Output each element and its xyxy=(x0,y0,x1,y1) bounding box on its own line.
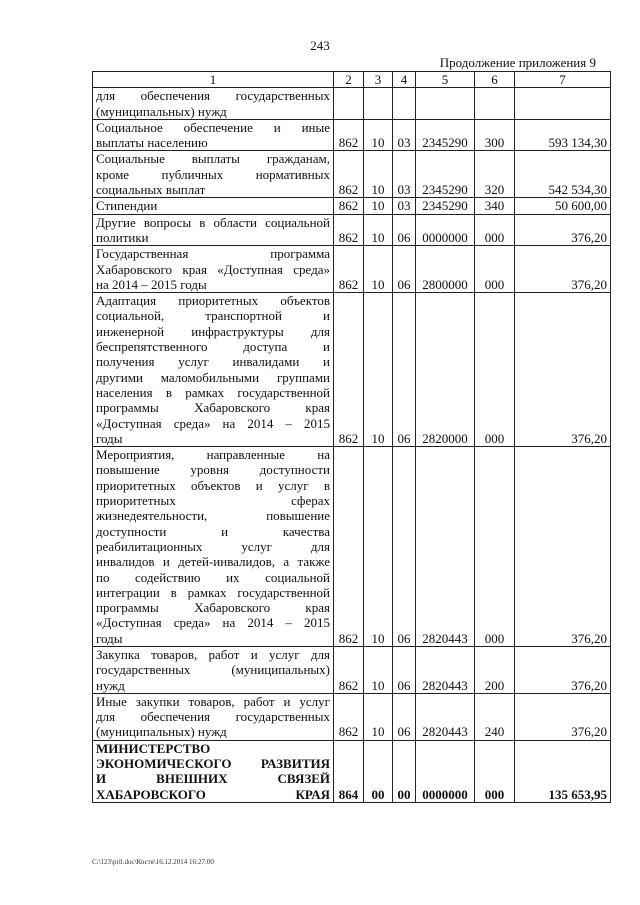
row-name-line: выплаты населению xyxy=(96,135,208,151)
expense-type-cell xyxy=(475,88,515,120)
amount-cell xyxy=(515,88,611,120)
row-name-line: программы Хабаровского края xyxy=(96,400,330,416)
section-code-cell: 00 xyxy=(364,740,393,802)
section-code-cell: 10 xyxy=(364,293,393,447)
subsection-code-cell: 03 xyxy=(393,198,416,214)
section-code-cell: 10 xyxy=(364,447,393,647)
row-name-line: годы xyxy=(96,630,123,646)
amount-cell: 376,20 xyxy=(515,246,611,293)
table-row xyxy=(93,447,611,647)
continuation-label: Продолжение приложения 9 xyxy=(439,55,596,70)
amount-cell: 376,20 xyxy=(515,693,611,740)
row-name-line: Другие вопросы в области социальной xyxy=(96,214,330,230)
expense-type-cell: 240 xyxy=(475,693,515,740)
grbs-code-cell: 862 xyxy=(334,246,364,293)
table-row xyxy=(93,693,611,740)
row-name-line: повышение уровня доступности xyxy=(96,462,330,478)
target-article-cell: 0000000 xyxy=(416,214,475,246)
amount-cell: 376,20 xyxy=(515,646,611,693)
row-name-line: по содействию их социальной xyxy=(96,569,330,585)
amount-cell: 542 534,30 xyxy=(515,151,611,198)
amount-cell: 376,20 xyxy=(515,293,611,447)
table-row xyxy=(93,88,611,120)
row-name-line: социальной, транспортной и xyxy=(96,308,330,324)
section-code-cell xyxy=(364,88,393,120)
row-name-line: программы Хабаровского края xyxy=(96,600,330,616)
file-path-footer: C:\123\pril.doc\Костя\16.12.2014 16:27:00 xyxy=(92,858,214,866)
subsection-code-cell: 06 xyxy=(393,293,416,447)
row-name-line: инвалидов и детей-инвалидов, а также xyxy=(96,554,330,570)
section-code-cell: 10 xyxy=(364,246,393,293)
header-col-6: 6 xyxy=(475,72,515,88)
row-name-cell xyxy=(93,646,334,693)
page-number: 243 xyxy=(310,38,330,53)
row-name-line: годы xyxy=(96,430,123,446)
target-article-cell: 2800000 xyxy=(416,246,475,293)
target-article-cell: 0000000 xyxy=(416,740,475,802)
header-col-7: 7 xyxy=(515,72,611,88)
expense-type-cell: 200 xyxy=(475,646,515,693)
expense-type-cell: 000 xyxy=(475,740,515,802)
table-row xyxy=(93,293,611,447)
row-name-line: (муниципальных) нужд xyxy=(96,103,227,119)
section-code-cell: 10 xyxy=(364,119,393,151)
row-name-line: социальных выплат xyxy=(96,182,206,198)
row-name-line: И ВНЕШНИХ СВЯЗЕЙ xyxy=(96,771,330,787)
row-name-line: государственных (муниципальных) xyxy=(96,662,330,678)
row-name-line: для обеспечения государственных xyxy=(96,709,330,725)
grbs-code-cell: 864 xyxy=(334,740,364,802)
table-row xyxy=(93,646,611,693)
expense-type-cell: 000 xyxy=(475,447,515,647)
expense-type-cell: 000 xyxy=(475,293,515,447)
target-article-cell: 2820443 xyxy=(416,646,475,693)
subsection-code-cell: 06 xyxy=(393,214,416,246)
row-name-line: Адаптация приоритетных объектов xyxy=(96,293,330,309)
row-name-line: населения в рамках государственной xyxy=(96,384,330,400)
table-row xyxy=(93,246,611,293)
grbs-code-cell: 862 xyxy=(334,151,364,198)
grbs-code-cell: 862 xyxy=(334,447,364,647)
target-article-cell: 2345290 xyxy=(416,198,475,214)
amount-cell: 376,20 xyxy=(515,214,611,246)
table-row xyxy=(93,119,611,151)
target-article-cell: 2345290 xyxy=(416,151,475,198)
row-name-line: интеграции в рамках государственной xyxy=(96,584,330,600)
amount-cell: 135 653,95 xyxy=(515,740,611,802)
row-name-line: жизнедеятельности, повышение xyxy=(96,508,330,524)
header-col-2: 2 xyxy=(334,72,364,88)
row-name-cell xyxy=(93,151,334,198)
header-col-3: 3 xyxy=(364,72,393,88)
row-name-line: Мероприятия, направленные на xyxy=(96,447,330,463)
row-name-line: беспрепятственного доступа и xyxy=(96,339,330,355)
header-row xyxy=(93,72,611,88)
row-name-line: нужд xyxy=(96,677,125,693)
subsection-code-cell xyxy=(393,88,416,120)
expense-type-cell: 000 xyxy=(475,214,515,246)
row-name-line: для обеспечения государственных xyxy=(96,88,330,104)
budget-table xyxy=(92,71,611,803)
grbs-code-cell: 862 xyxy=(334,693,364,740)
header-col-5: 5 xyxy=(416,72,475,88)
grbs-code-cell: 862 xyxy=(334,214,364,246)
row-name-cell xyxy=(93,214,334,246)
row-name-line: на 2014 – 2015 годы xyxy=(96,276,207,292)
expense-type-cell: 320 xyxy=(475,151,515,198)
section-code-cell: 10 xyxy=(364,151,393,198)
subsection-code-cell: 06 xyxy=(393,646,416,693)
table-row xyxy=(93,198,611,214)
row-name-line: получения услуг инвалидами и xyxy=(96,354,330,370)
expense-type-cell: 000 xyxy=(475,246,515,293)
row-name-line: реабилитационных услуг для xyxy=(96,538,330,554)
grbs-code-cell: 862 xyxy=(334,646,364,693)
row-name-line: Закупка товаров, работ и услуг для xyxy=(96,646,330,662)
target-article-cell: 2820000 xyxy=(416,293,475,447)
target-article-cell: 2820443 xyxy=(416,693,475,740)
row-name-cell xyxy=(93,447,334,647)
row-name-cell xyxy=(93,198,334,214)
subsection-code-cell: 03 xyxy=(393,119,416,151)
table-row xyxy=(93,214,611,246)
subsection-code-cell: 03 xyxy=(393,151,416,198)
row-name-line: приоритетных объектов и услуг в xyxy=(96,477,330,493)
row-name-line: Иные закупки товаров, работ и услуг xyxy=(96,693,330,709)
target-article-cell: 2345290 xyxy=(416,119,475,151)
row-name-cell xyxy=(93,293,334,447)
target-article-cell: 2820443 xyxy=(416,447,475,647)
subsection-code-cell: 06 xyxy=(393,447,416,647)
expense-type-cell: 300 xyxy=(475,119,515,151)
table-row xyxy=(93,151,611,198)
subsection-code-cell: 00 xyxy=(393,740,416,802)
expense-type-cell: 340 xyxy=(475,198,515,214)
row-name-line: ХАБАРОВСКОГО КРАЯ xyxy=(96,786,330,802)
header-col-1: 1 xyxy=(93,72,334,88)
row-name-line: Социальные выплаты гражданам, xyxy=(96,151,330,167)
row-name-line: Стипендии xyxy=(96,198,158,214)
section-code-cell: 10 xyxy=(364,693,393,740)
section-code-cell: 10 xyxy=(364,646,393,693)
row-name-line: приоритетных сферах xyxy=(96,493,330,509)
row-name-line: другими маломобильными группами xyxy=(96,369,330,385)
row-name-line: доступности и качества xyxy=(96,523,330,539)
row-name-line: МИНИСТЕРСТВО xyxy=(96,740,211,756)
row-name-cell xyxy=(93,88,334,120)
amount-cell: 50 600,00 xyxy=(515,198,611,214)
table-row xyxy=(93,740,611,802)
row-name-cell xyxy=(93,693,334,740)
amount-cell: 593 134,30 xyxy=(515,119,611,151)
subsection-code-cell: 06 xyxy=(393,246,416,293)
amount-cell: 376,20 xyxy=(515,447,611,647)
subsection-code-cell: 06 xyxy=(393,693,416,740)
row-name-line: «Доступная среда» на 2014 – 2015 xyxy=(96,615,330,631)
section-code-cell: 10 xyxy=(364,198,393,214)
row-name-cell xyxy=(93,246,334,293)
grbs-code-cell xyxy=(334,88,364,120)
row-name-line: Хабаровского края «Доступная среда» xyxy=(96,261,330,277)
section-code-cell: 10 xyxy=(364,214,393,246)
grbs-code-cell: 862 xyxy=(334,119,364,151)
grbs-code-cell: 862 xyxy=(334,293,364,447)
row-name-line: инженерной инфраструктуры для xyxy=(96,323,330,339)
row-name-line: политики xyxy=(96,229,149,245)
row-name-cell xyxy=(93,119,334,151)
row-name-cell xyxy=(93,740,334,802)
row-name-line: «Доступная среда» на 2014 – 2015 xyxy=(96,415,330,431)
table-body xyxy=(93,88,611,803)
header-col-4: 4 xyxy=(393,72,416,88)
target-article-cell xyxy=(416,88,475,120)
grbs-code-cell: 862 xyxy=(334,198,364,214)
row-name-line: ЭКОНОМИЧЕСКОГО РАЗВИТИЯ xyxy=(96,756,330,772)
row-name-line: (муниципальных) нужд xyxy=(96,724,227,740)
row-name-line: кроме публичных нормативных xyxy=(96,166,330,182)
row-name-line: Социальное обеспечение и иные xyxy=(96,119,330,135)
row-name-line: Государственная программа xyxy=(96,246,330,262)
